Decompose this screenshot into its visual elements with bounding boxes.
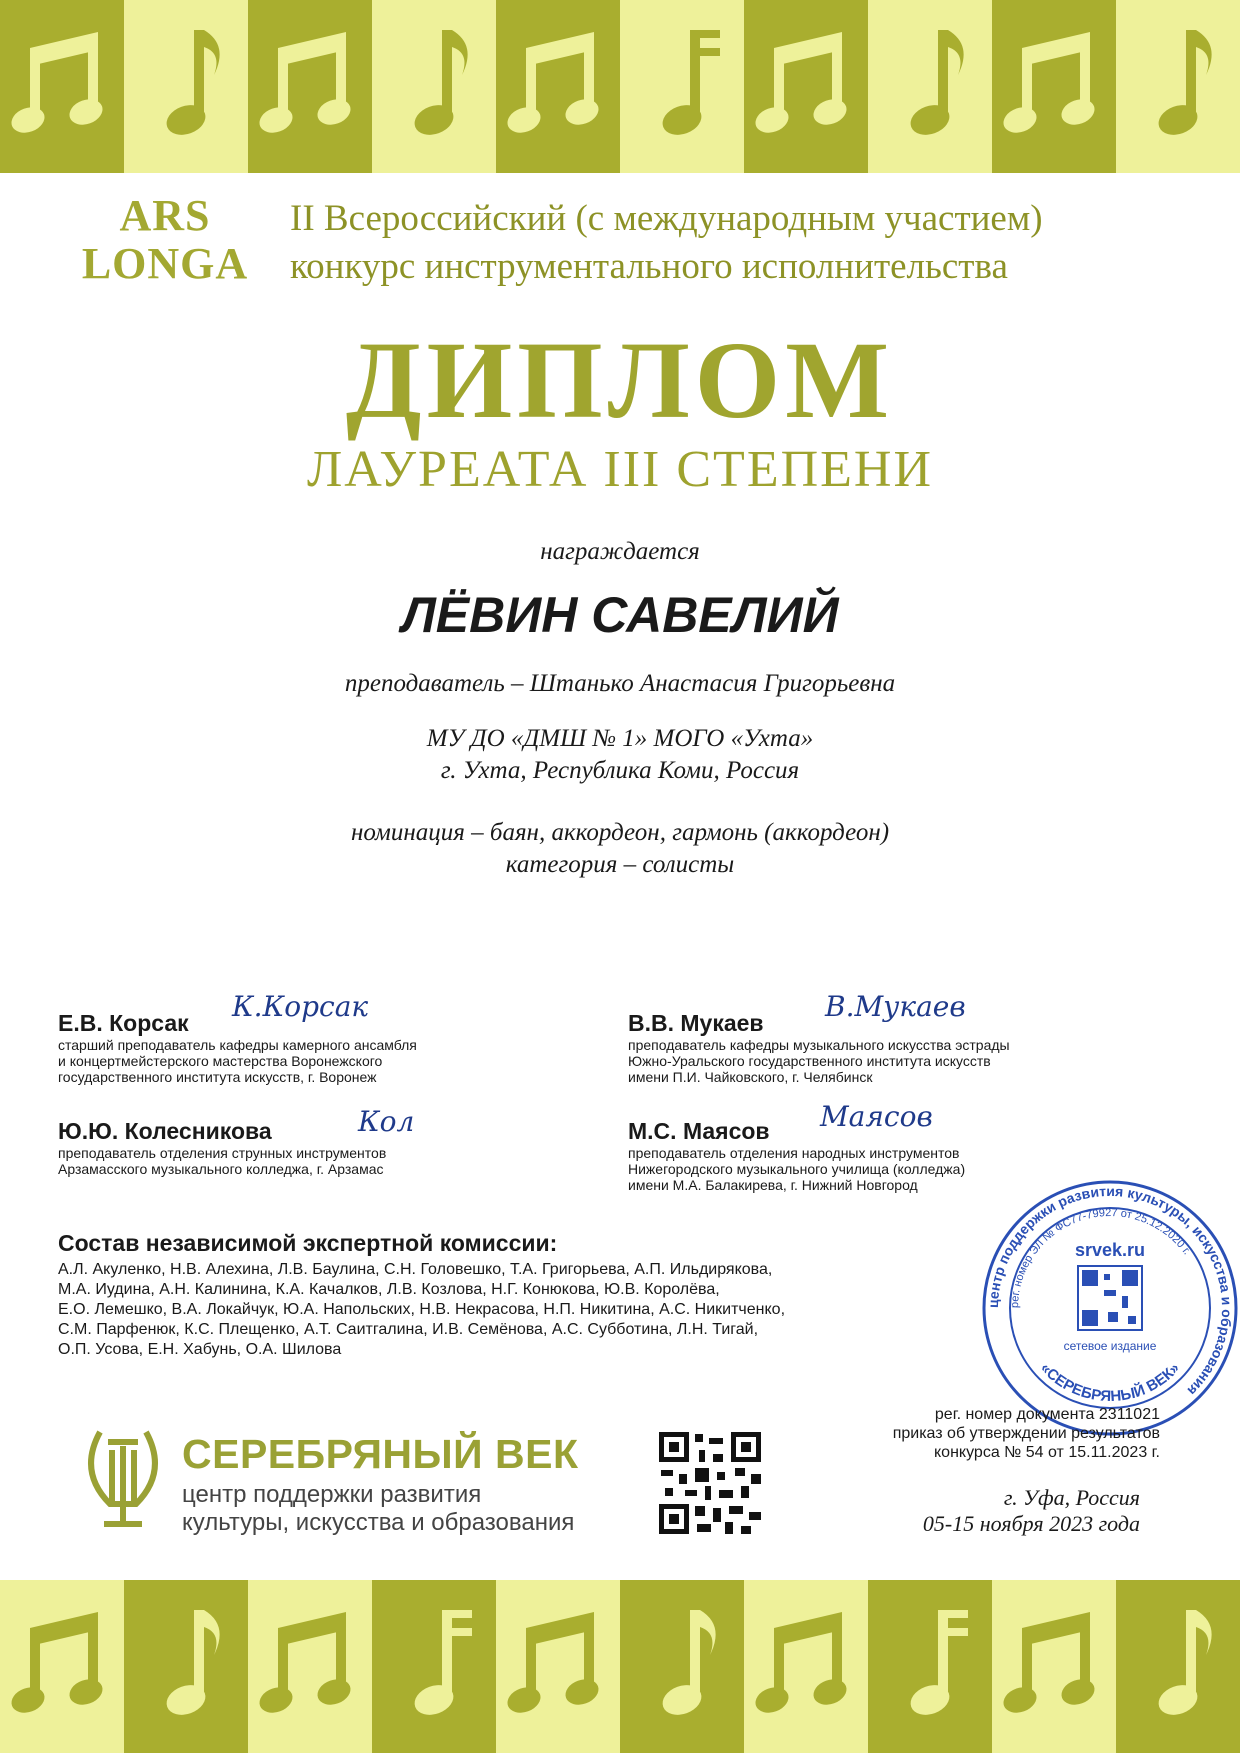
contest-title [290, 195, 1170, 291]
stamp [980, 1178, 1240, 1438]
music-note-icon [620, 1580, 744, 1753]
music-note-icon [868, 1580, 992, 1753]
music-note-icon [372, 1580, 496, 1753]
music-note-icon [1116, 1580, 1240, 1753]
music-note-icon [744, 1580, 868, 1753]
jury-name: Е.В. Корсак [58, 1010, 189, 1036]
diploma-title: ДИПЛОМ [345, 319, 895, 441]
qr-code-icon [1078, 1266, 1142, 1330]
music-note-icon [868, 0, 992, 173]
music-note-icon [124, 1580, 248, 1753]
logo-line: LONGA [81, 239, 249, 288]
jury-desc: государственного института искусств, г. Воронеж [58, 1069, 377, 1085]
jury-desc: преподаватель кафедры музыкального искусства эстрады [628, 1037, 1010, 1053]
teacher-line: преподаватель – Штанько Анастасия Григорьевна [344, 670, 896, 697]
music-note-icon [248, 0, 372, 173]
music-note-icon [992, 1580, 1116, 1753]
jury-desc: Нижегородского музыкального училища (колледжа) [628, 1161, 966, 1177]
stamp-brand: «СЕРЕБРЯНЫЙ ВЕК» [1036, 1359, 1184, 1406]
ars-longa-logo [70, 192, 260, 288]
jury-desc: Южно-Уральского государственного института искусств [628, 1053, 991, 1069]
dates: 05-15 ноября 2023 года [922, 1511, 1140, 1536]
signature: Маясов [820, 1100, 933, 1133]
signature: В.Мукаев [825, 990, 966, 1023]
music-note-icon [744, 0, 868, 173]
stamp-site: srvek.ru [1074, 1240, 1146, 1260]
music-note-icon [0, 1580, 124, 1753]
commission-line: А.Л. Акуленко, Н.В. Алехина, Л.В. Баулина, С.Н. Головешко, Т.А. Григорьева, А.П. Ильдирякова, [58, 1261, 773, 1278]
music-note-icon [124, 0, 248, 173]
jury-desc: имени П.И. Чайковского, г. Челябинск [628, 1069, 873, 1085]
commission-line: М.А. Иудина, А.Н. Калинина, К.А. Качалков, Л.В. Козлова, Н.Г. Конюкова, Ю.В. Королёва, [58, 1281, 720, 1298]
brand-sub-line: культуры, искусства и образования [182, 1509, 575, 1536]
top-note-band [0, 0, 1240, 173]
music-note-icon [1116, 0, 1240, 173]
jury-name: Ю.Ю. Колесникова [58, 1118, 272, 1144]
stamp-caption: сетевое издание [1063, 1339, 1157, 1353]
jury-desc: Арзамасского музыкального колледжа, г. Арзамас [58, 1161, 384, 1177]
brand-name: СЕРЕБРЯНЫЙ ВЕК [182, 1431, 579, 1477]
brand-sub-line: центр поддержки развития [182, 1481, 482, 1508]
school-line: МУ ДО «ДМШ № 1» МОГО «Ухта» [426, 725, 814, 752]
brand-subtitle [182, 1481, 574, 1537]
recipient-name: ЛЁВИН САВЕЛИЙ [401, 587, 839, 643]
nomination-line: номинация – баян, аккордеон, гармонь (аккордеон) [350, 819, 890, 846]
commission-list [58, 1260, 958, 1360]
commission-line: С.М. Парфенюк, К.С. Плещенко, А.Т. Саитгалина, И.В. Семёнова, А.С. Субботина, Л.Н. Тигай, [58, 1321, 759, 1338]
music-note-icon [0, 0, 124, 173]
category-line: категория – солисты [505, 851, 735, 878]
music-note-icon [372, 0, 496, 173]
music-note-icon [248, 1580, 372, 1753]
jury-desc: и концертмейстерского мастерства Воронежского [58, 1053, 383, 1069]
jury-desc: преподаватель отделения народных инструментов [628, 1145, 960, 1161]
music-note-icon [496, 0, 620, 173]
jury-name: М.С. Маясов [628, 1118, 770, 1144]
commission-line: Е.О. Лемешко, В.А. Локайчук, Ю.А. Напольских, Н.В. Некрасова, Н.П. Никитина, А.С. Никитченко, [58, 1301, 786, 1318]
signature: Кол [358, 1105, 415, 1138]
place-and-dates [800, 1485, 1140, 1537]
location-line: г. Ухта, Республика Коми, Россия [440, 757, 800, 784]
jury-desc: старший преподаватель кафедры камерного ансамбля [58, 1037, 417, 1053]
music-note-icon [992, 0, 1116, 173]
lyre-icon [82, 1420, 164, 1530]
jury-desc: преподаватель отделения струнных инструментов [58, 1145, 387, 1161]
registration-line: конкурса № 54 от 15.11.2023 г. [934, 1444, 1160, 1461]
stamp-ring-text: центр поддержки развития культуры, искусства и образования [984, 1182, 1236, 1399]
awarded-label: награждается [540, 538, 700, 565]
commission-line: О.П. Усова, Е.Н. Хабунь, О.А. Шилова [58, 1341, 342, 1358]
signature: К.Корсак [232, 990, 369, 1023]
svg-text:«СЕРЕБРЯНЫЙ ВЕК» [1037, 1360, 1183, 1405]
jury-desc: имени М.А. Балакирева, г. Нижний Новгород [628, 1177, 918, 1193]
stamp-reg-text: рег. номер ЭЛ № ФС77-79927 от 25.12.2020 г. [1008, 1206, 1193, 1309]
logo-line: ARS [119, 191, 211, 240]
contest-line: конкурс инструментального исполнительства [290, 246, 1008, 287]
registration-line: приказ об утверждении результатов [892, 1425, 1160, 1442]
registration-info [800, 1405, 1160, 1462]
contest-line: II Всероссийский (с международным участием) [290, 198, 1043, 239]
music-note-icon [620, 0, 744, 173]
commission-title: Состав независимой экспертной комиссии: [58, 1230, 558, 1256]
jury-name: В.В. Мукаев [628, 1010, 764, 1036]
music-note-icon [496, 1580, 620, 1753]
bottom-note-band [0, 1580, 1240, 1753]
qr-code-icon [655, 1428, 765, 1538]
place: г. Уфа, Россия [1003, 1485, 1140, 1510]
jury-member [58, 1118, 386, 1177]
registration-line: рег. номер документа 2311021 [934, 1406, 1160, 1423]
laureate-degree: ЛАУРЕАТА III СТЕПЕНИ [306, 441, 934, 498]
